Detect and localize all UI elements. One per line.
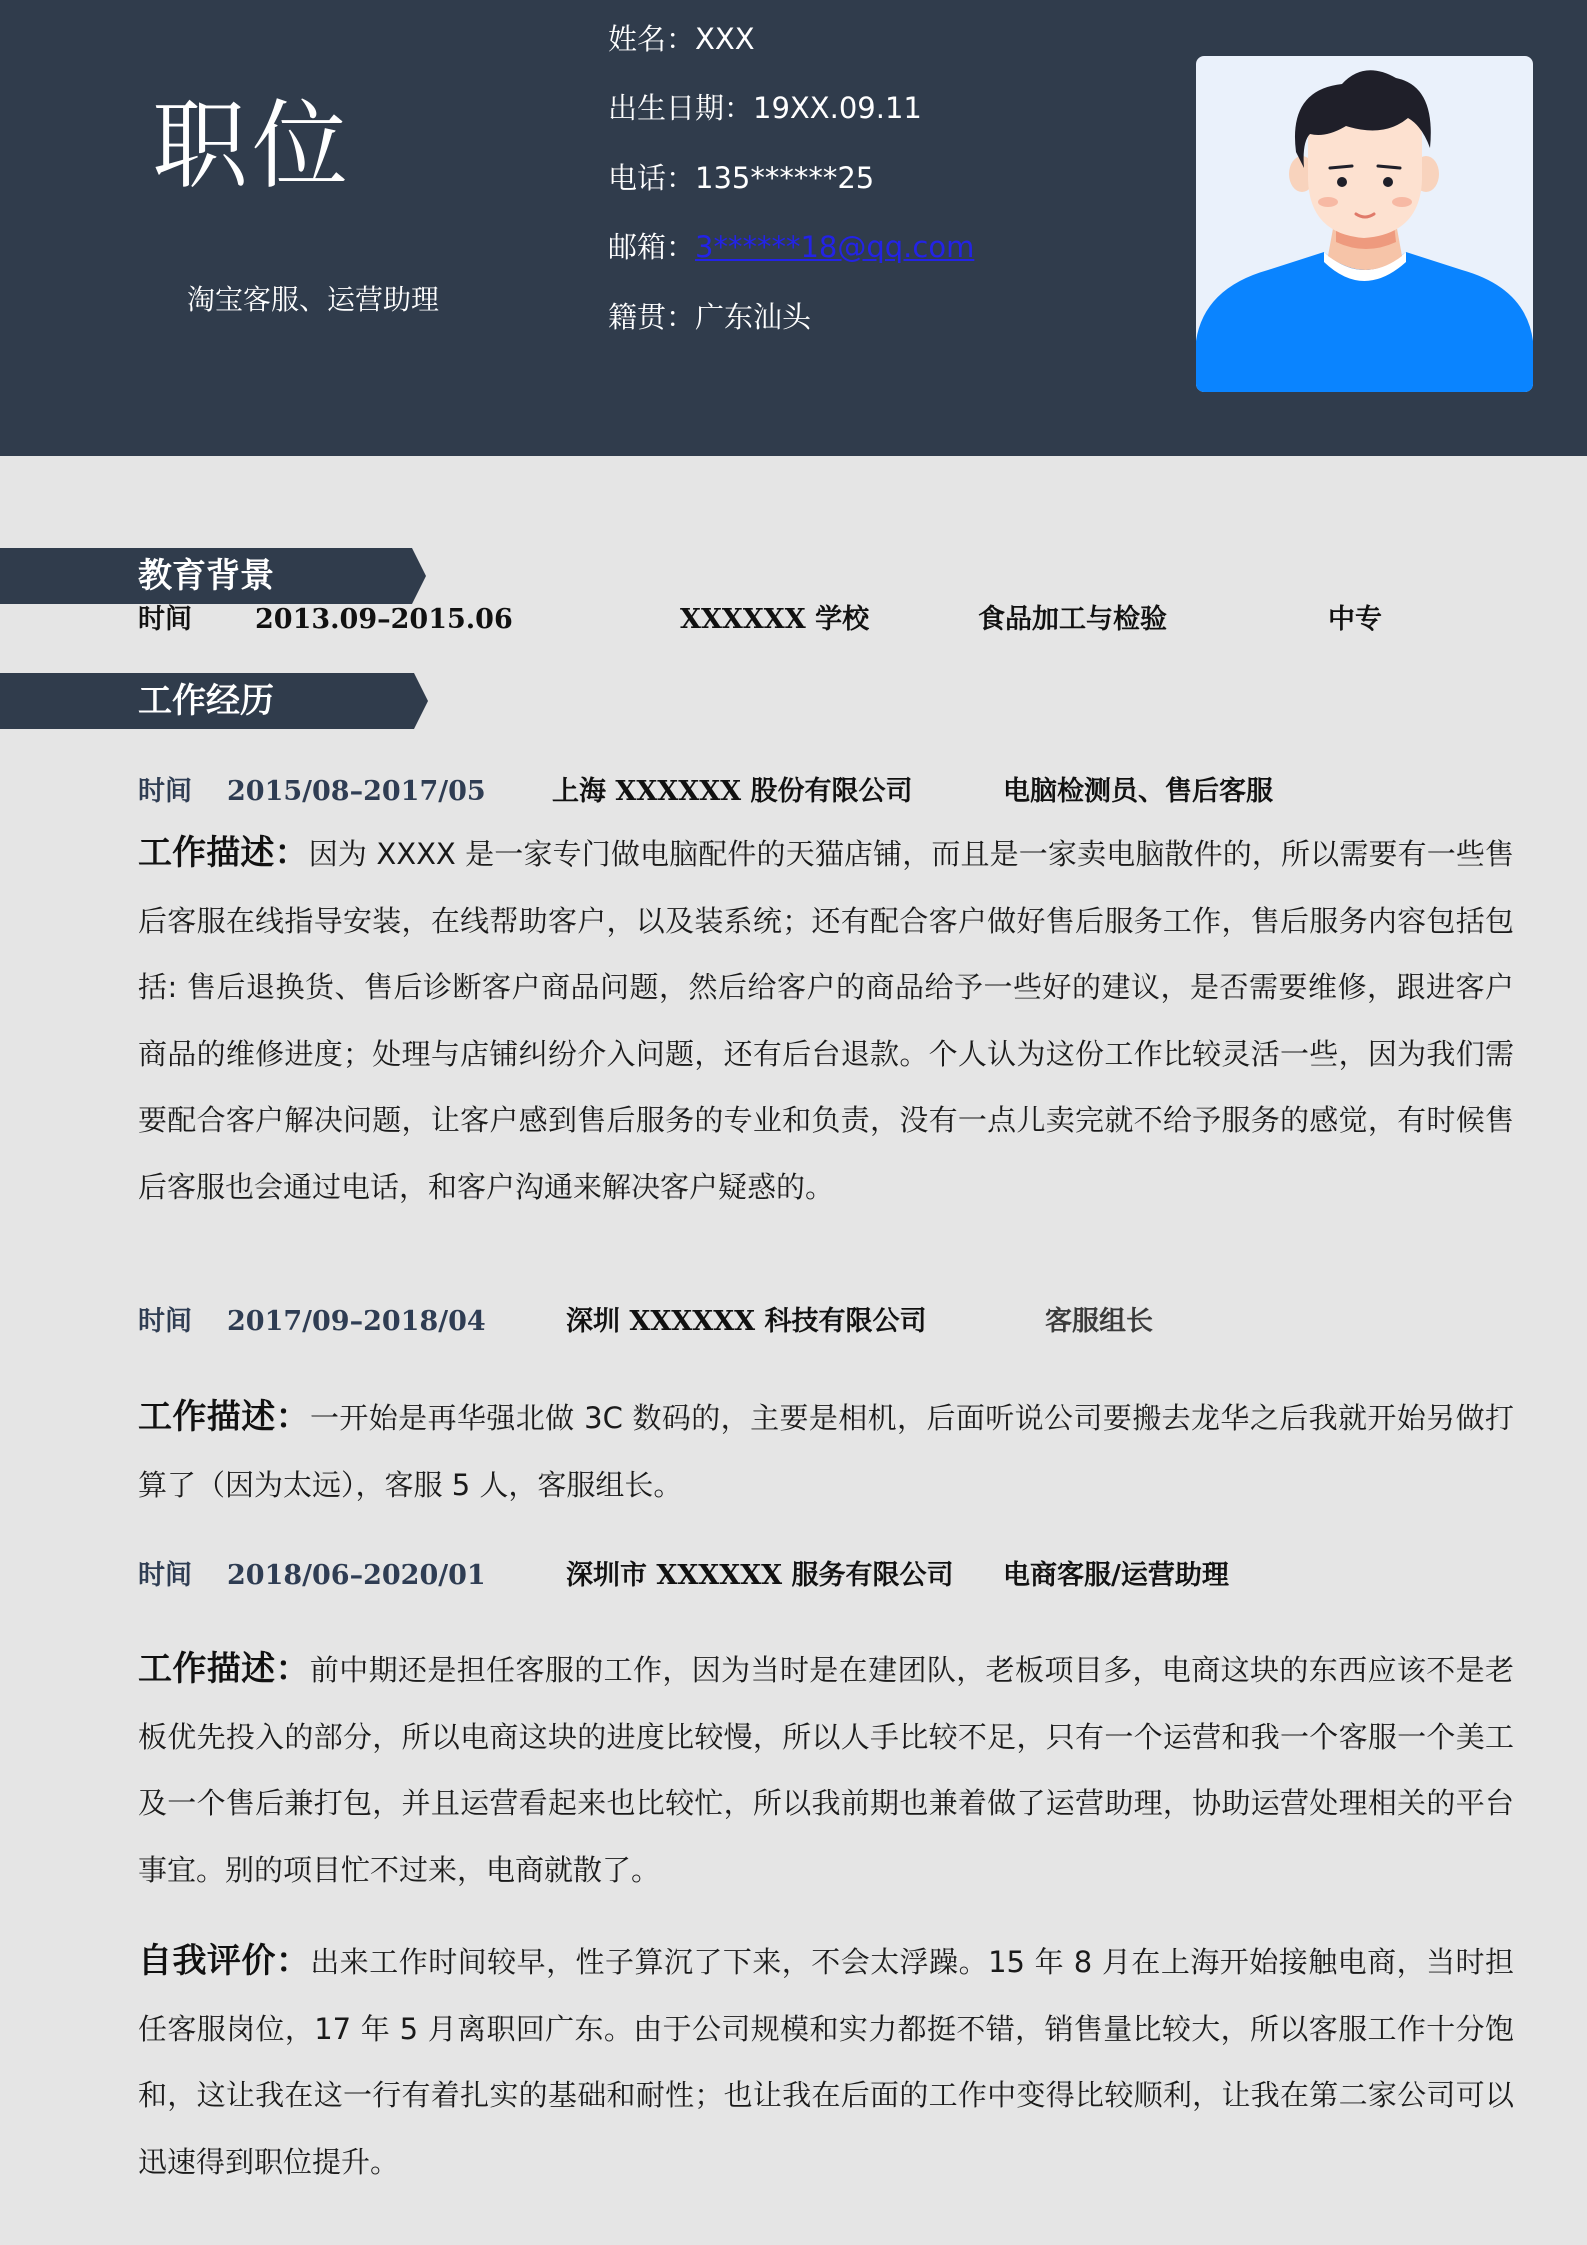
info-name: 姓名：XXX xyxy=(608,22,755,56)
education-school: XXXXXX 学校 xyxy=(680,604,870,635)
job2-desc-label: 工作描述： xyxy=(138,1397,310,1437)
job3-desc-text: 前中期还是担任客服的工作，因为当时是在建团队，老板项目多，电商这块的东西应该不是老板优先投入的部分，所以电商这块的进度比较慢，所以人手比较不足，只有一个运营和我一个客服一个美工及一个售后兼打包，并且运营看起来也比较忙，所以我前期也兼着做了运营助理，协助运营处理相关的平台事宜。别的项目忙不过来，电商就散了。 xyxy=(138,1653,1514,1887)
info-email xyxy=(608,230,974,265)
work-title: 工作经历 xyxy=(138,681,274,721)
self-eval-label: 自我评价： xyxy=(138,1941,311,1981)
job1-description xyxy=(138,820,1514,1220)
work-section-bar xyxy=(0,673,426,729)
job3-period: 2018/06–2020/01 xyxy=(227,1560,486,1591)
job1-time-label: 时间 xyxy=(138,776,192,807)
avatar-icon xyxy=(1196,56,1533,392)
job2-desc-text: 一开始是再华强北做 3C 数码的，主要是相机，后面听说公司要搬去龙华之后我就开始另做打算了（因为太远），客服 5 人，客服组长。 xyxy=(138,1401,1514,1502)
education-major: 食品加工与检验 xyxy=(978,604,1167,635)
job1-period: 2015/08–2017/05 xyxy=(227,776,486,807)
job1-company: 上海 XXXXXX 股份有限公司 xyxy=(552,776,913,807)
education-period: 2013.09–2015.06 xyxy=(255,604,513,635)
self-eval-text: 出来工作时间较早，性子算沉了下来，不会太浮躁。15 年 8 月在上海开始接触电商，当时担任客服岗位，17 年 5 月离职回广东。由于公司规模和实力都挺不错，销售量比较大，所以客服工作十分饱和，这让我在这一行有着扎实的基础和耐性；也让我在后面的工作中变得比较顺利，让我在第二家公司可以迅速得到职位提升。 xyxy=(138,1945,1515,2179)
info-phone: 电话：135******25 xyxy=(608,161,875,195)
job3-time-label: 时间 xyxy=(138,1560,192,1591)
job3-company: 深圳市 XXXXXX 服务有限公司 xyxy=(566,1560,954,1591)
info-birth: 出生日期：19XX.09.11 xyxy=(608,91,922,125)
self-evaluation xyxy=(138,1928,1514,2195)
email-link[interactable]: 3******18@qq.com xyxy=(695,230,975,264)
job3-desc-label: 工作描述： xyxy=(138,1649,310,1689)
job1-desc-text: 因为 XXXX 是一家专门做电脑配件的天猫店铺，而且是一家卖电脑散件的，所以需要有一些售后客服在线指导安装，在线帮助客户，以及装系统；还有配合客户做好售后服务工作，售后服务内容包括包括: 售后退换货、售后诊断客户商品问题，然后给客户的商品给予一些好的建议，是否需要维修，跟进客户商品的维修进度；处理与店铺纠纷介入问题，还有后台退款。个人认为这份工作比较灵活一些，因为我们需要配合客户解决问题，让客户感到售后服务的专业和负责，没有一点儿卖完就不给予服务的感觉，有时候售后客服也会通过电话，和客户沟通来解决客户疑惑的。 xyxy=(138,837,1515,1204)
job2-role: 客服组长 xyxy=(1045,1306,1153,1337)
education-time-label: 时间 xyxy=(138,604,192,635)
job1-role: 电脑检测员、售后客服 xyxy=(1003,776,1273,807)
job2-description xyxy=(138,1384,1514,1518)
education-degree: 中专 xyxy=(1328,604,1382,635)
education-title: 教育背景 xyxy=(138,556,274,596)
job3-description xyxy=(138,1636,1514,1903)
email-label: 邮箱： xyxy=(608,230,696,264)
position-subtitle: 淘宝客服、运营助理 xyxy=(187,283,440,316)
position-title: 职位 xyxy=(152,90,352,202)
info-origin: 籍贯：广东汕头 xyxy=(608,300,812,334)
profile-photo xyxy=(1196,56,1533,392)
job2-period: 2017/09–2018/04 xyxy=(227,1306,486,1337)
job2-company: 深圳 XXXXXX 科技有限公司 xyxy=(566,1306,927,1337)
job2-time-label: 时间 xyxy=(138,1306,192,1337)
job3-role: 电商客服/运营助理 xyxy=(1003,1560,1229,1591)
education-section-bar xyxy=(0,548,426,604)
resume-header xyxy=(0,0,1587,456)
job1-desc-label: 工作描述： xyxy=(138,833,309,873)
